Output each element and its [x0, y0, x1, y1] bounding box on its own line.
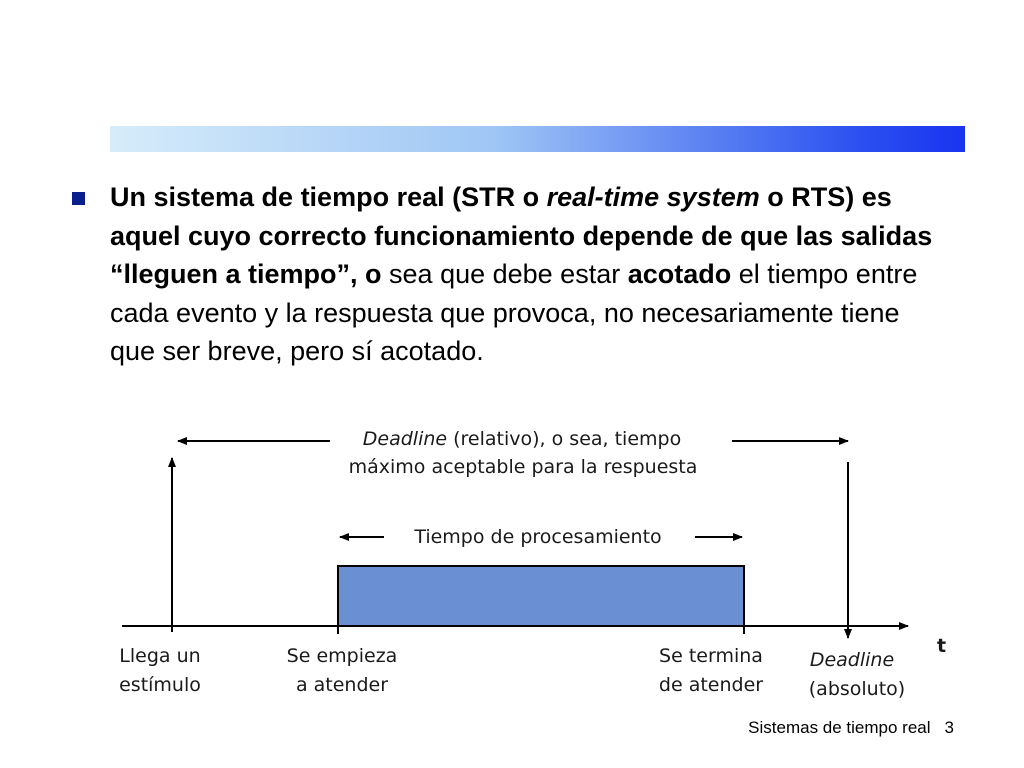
stimulus-label-line2: estímulo	[119, 674, 201, 696]
slide-footer	[748, 718, 954, 738]
deadline-relative-label-line2: máximo aceptable para la respuesta	[348, 456, 698, 478]
text-normal-2: el tiempo entre cada evento y la respuesta que provoca, no necesariamente tiene que ser breve, pero sí acotado.	[110, 259, 918, 366]
text-bold-3: acotado	[627, 259, 732, 289]
text-bold-2: o RTS) es aquel cuyo correcto funcionamiento depende de que las salidas “lleguen a tiempo”, o	[110, 182, 933, 289]
processing-block	[338, 566, 744, 626]
deadline-absolute-label-line1: Deadline	[809, 649, 895, 671]
start-label-line1: Se empieza	[286, 645, 398, 667]
text-normal-1: sea que debe estar	[381, 259, 628, 289]
deadline-absolute-label-line2: (absoluto)	[808, 678, 906, 700]
page-number: 3	[944, 718, 954, 737]
text-bold-1: Un sistema de tiempo real (STR o	[110, 182, 547, 212]
processing-label: Tiempo de procesamiento	[414, 526, 662, 548]
end-label-line2: de atender	[658, 674, 764, 696]
text-bold-italic: real-time system	[546, 182, 760, 212]
axis-label-t: t	[937, 635, 947, 657]
end-label-line1: Se termina	[659, 645, 763, 667]
footer-title: Sistemas de tiempo real	[748, 718, 931, 737]
start-label-line2: a atender	[295, 674, 389, 696]
deadline-relative-label-line1: Deadline (relativo), o sea, tiempo	[362, 428, 682, 450]
stimulus-label-line1: Llega un	[119, 645, 201, 667]
